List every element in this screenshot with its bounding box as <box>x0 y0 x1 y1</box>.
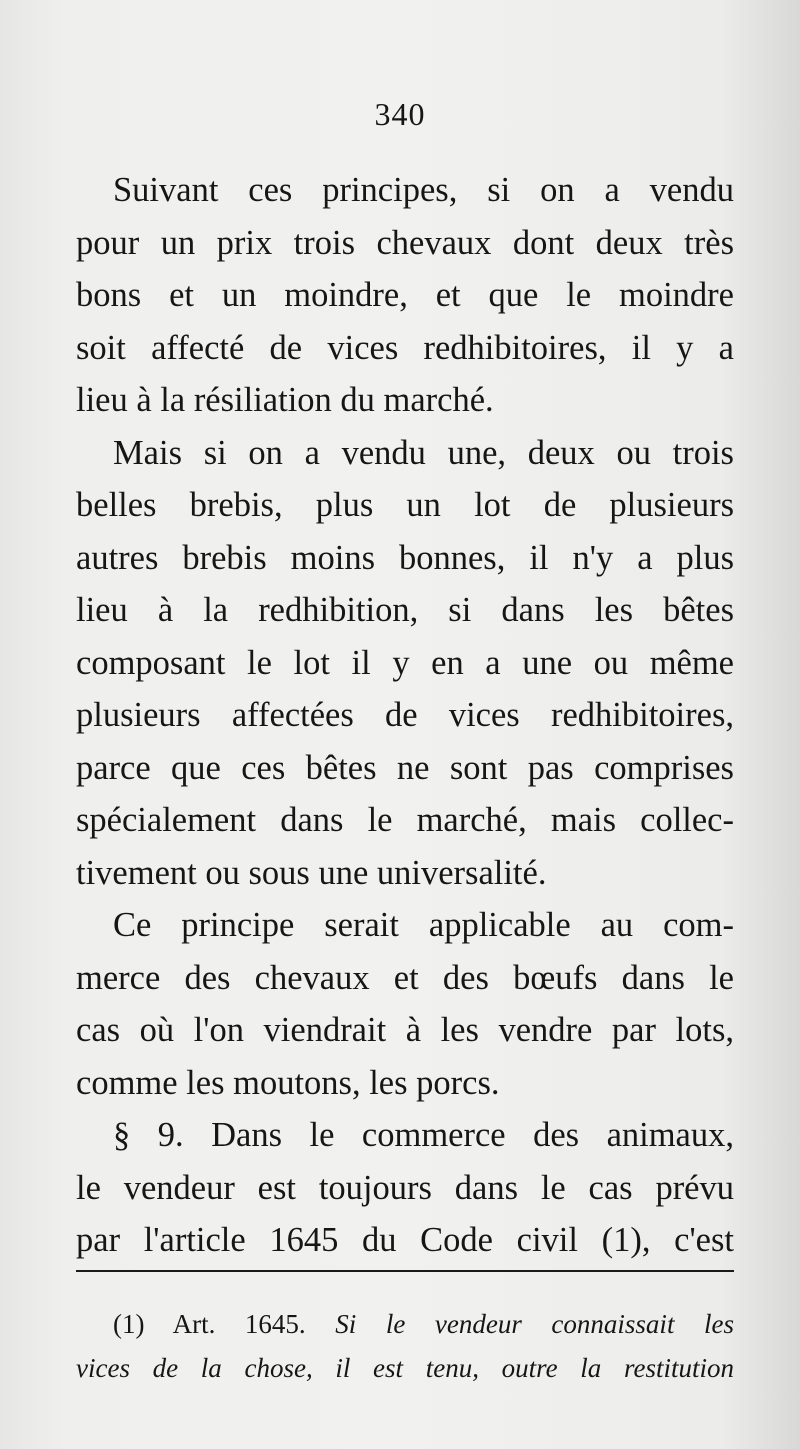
text-line: Ce principe serait applicable au com- <box>113 906 734 944</box>
paragraph-2 <box>76 427 734 900</box>
footnote-italic-text: vices de la chose, il est tenu, outre la restitution <box>76 1353 734 1383</box>
footnote-italic-text: Si le vendeur connaissait les <box>335 1309 735 1339</box>
text-line: belles brebis, plus un lot de plusieurs <box>76 486 734 524</box>
text-line: tivement ou sous une universalité. <box>76 853 547 892</box>
body-text <box>76 164 734 1267</box>
text-line: lieu à la redhibition, si dans les bêtes <box>76 591 734 629</box>
text-line: bons et un moindre, et que le moindre <box>76 276 734 314</box>
text-line: merce des chevaux et des bœufs dans le <box>76 958 734 997</box>
text-line: cas où l'on viendrait à les vendre par lots, <box>76 1011 734 1049</box>
text-line: soit affecté de vices redhibitoires, il y a <box>76 328 734 367</box>
footnote-marker: (1) Art. 1645. <box>113 1309 306 1339</box>
text-line: autres brebis moins bonnes, il n'y a plus <box>76 538 734 577</box>
paragraph-3 <box>76 899 734 1109</box>
paragraph-4 <box>76 1109 734 1267</box>
footnote-line <box>76 1302 734 1346</box>
text-line: Mais si on a vendu une, deux ou trois <box>113 433 734 472</box>
text-line: composant le lot il y en a une ou même <box>76 643 734 682</box>
text-line: plusieurs affectées de vices redhibitoires, <box>76 696 734 734</box>
footnote-divider <box>76 1270 734 1272</box>
text-line: pour un prix trois chevaux dont deux très <box>76 223 734 262</box>
text-line: Suivant ces principes, si on a vendu <box>113 171 734 209</box>
footnote-line <box>76 1346 734 1390</box>
text-line: parce que ces bêtes ne sont pas comprises <box>76 748 734 787</box>
text-line: spécialement dans le marché, mais collec- <box>76 801 734 839</box>
footnote <box>76 1302 734 1390</box>
text-line: lieu à la résiliation du marché. <box>76 381 494 419</box>
text-line: le vendeur est toujours dans le cas prévu <box>76 1168 734 1207</box>
paragraph-1 <box>76 164 734 427</box>
text-line: § 9. Dans le commerce des animaux, <box>113 1116 734 1154</box>
text-line: par l'article 1645 du Code civil (1), c'est <box>76 1221 734 1259</box>
page-number: 340 <box>374 96 426 132</box>
text-line: comme les moutons, les porcs. <box>76 1063 500 1102</box>
